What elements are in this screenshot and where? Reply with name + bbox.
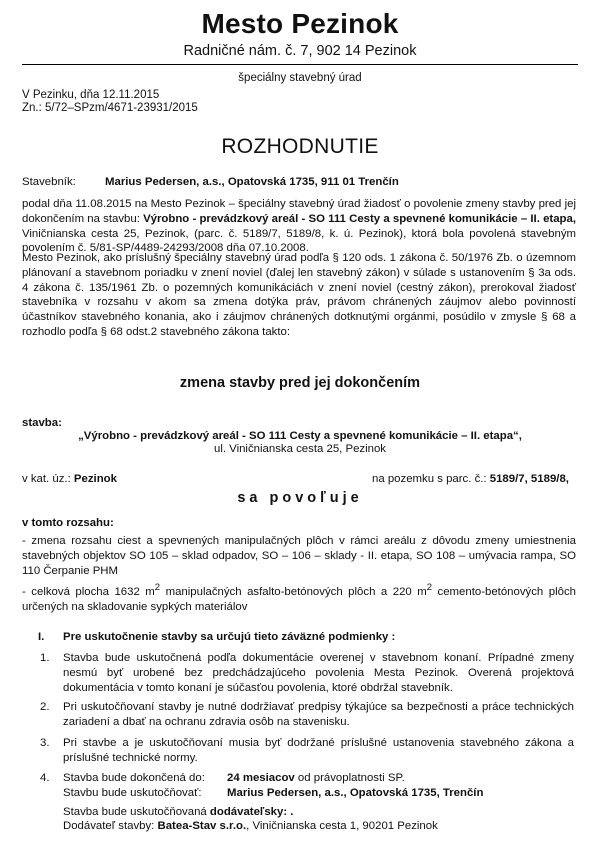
cadastral-label: v kat. úz.: [22,473,74,485]
scope-label: v tomto rozsahu: [22,517,114,529]
application-paragraph [22,197,576,256]
delivery-mode-value: dodávateľsky: . [209,806,294,818]
completion-rest: od právoplatnosti SP. [294,772,405,784]
cadastral-value: Pezinok [73,473,117,485]
supplier-name: Batea-Stav s.r.o. [157,820,247,832]
condition-item [40,771,574,801]
cadastral-area [22,472,117,487]
completion-value-wrap [227,771,405,786]
scope-item-2-c: cemento-betónových plôch určených na skladovanie sypkých materiálov [22,585,576,613]
condition-number: 2. [40,701,50,713]
scope-item-2-sup1: 2 [154,582,161,593]
builder-line [22,175,399,190]
application-text-post: Viničnianska cesta 25, Pezinok, (parc. č. 5189/7, 5189/8, k. ú. Pezinok), ktorá bola povolená stavebným povolením č. 5/81-SP/4489-24293/2008 dňa 07.10.2008. [22,227,576,255]
condition-number: 3. [40,737,50,749]
scope-item-2 [22,582,576,614]
completion-value: 24 mesiacov [227,772,295,784]
scope-item-2-a: - celková plocha 1632 m [22,585,155,598]
stavba-address: ul. Viničnianska cesta 25, Pezinok [213,443,387,455]
permit-heading: sa povoľuje [237,490,363,506]
completion-row [63,771,574,786]
condition-text: Pri stavbe a je uskutočňovaní musia byť dodržané príslušné ustanovenia stavebného zákona a príslušné technické normy. [63,737,574,764]
supplier-line [63,819,438,834]
dateline: V Pezinku, dňa 12.11.2015 [22,89,160,101]
condition-text [63,771,574,801]
document-title: ROZHODNUTIE [221,135,379,158]
scope-item-2-b: manipulačných asfalto-betónových plôch a 220 m [160,585,427,598]
supplier-address: , Viničnianska cesta 1, 90201 Pezinok [246,820,438,832]
condition-item [40,651,574,695]
builder-value: Marius Pedersen, a.s., Opatovská 1735, 911 01 Trenčín [105,176,399,188]
condition-item [40,736,574,766]
change-heading: zmena stavby pred jej dokončením [179,375,421,391]
contractor-row [63,786,574,801]
condition-text: Pri uskutočňovaní stavby je nutné dodržiavať predpisy týkajúce sa bezpečnosti a práce technických zariadení a dbať na ochranu zdravia osôb na stavenisku. [63,701,574,728]
completion-label: Stavba bude dokončená do: [63,772,205,784]
application-project-name: Výrobno - prevádzkový areál - SO 111 Cesty a spevnené komunikácie – II. etapa, [143,212,576,225]
issuer-address: Radničné nám. č. 7, 902 14 Pezinok [183,43,417,59]
conditions-title: Pre uskutočnenie stavby sa určujú tieto záväzné podmienky : [63,631,396,643]
delivery-mode-line [63,805,293,820]
scope-item-2-sup2: 2 [426,582,433,593]
issuer-title: Mesto Pezinok [201,8,399,39]
conditions-number: I. [38,631,45,643]
application-text-pre: podal dňa 11.08.2015 na Mesto Pezinok – špeciálny stavebný úrad žiadosť o povolenie zmeny stavby pred jej dokončením na stavbu: [22,198,576,225]
header-divider [22,64,578,65]
parcel-numbers [372,472,569,487]
supplier-label: Dodávateľ stavby: [63,820,158,832]
scope-item-1: - zmena rozsahu ciest a spevnených manipulačných plôch v rámci areálu z dôvodu zmeny umiestnenia stavebných objektov SO 105 – sklad odpadov, SO – 106 – sklady - II. etapa, SO 108 – umývacia rampa, SO 110 Čerpanie PHM [22,535,576,577]
condition-number: 1. [40,652,50,664]
condition-number: 4. [40,772,50,784]
delivery-mode-label: Stavba bude uskutočňovaná [63,806,210,818]
department-line: špeciálny stavebný úrad [238,72,362,84]
parcel-value: 5189/7, 5189/8, [489,473,569,485]
contractor-value: Marius Pedersen, a.s., Opatovská 1735, Trenčín [227,786,484,799]
stavba-label: stavba: [22,417,62,429]
builder-label: Stavebník: [22,176,76,188]
conditions-heading [38,630,395,645]
file-number: Zn.: 5/72–SPzm/4671-23931/2015 [22,102,198,114]
stavba-name: „Výrobno - prevádzkový areál - SO 111 Cesty a spevnené komunikácie – II. etapa“, [78,430,522,442]
condition-item [40,700,574,730]
parcel-label: na pozemku s parc. č.: [372,473,490,485]
legal-basis-paragraph: Mesto Pezinok, ako príslušný špeciálny stavebný úrad podľa § 120 ods. 1 zákona č. 50/1976 Zb. o územnom plánovaní a stavebnom poriadku v znení noviel (ďalej len stavebný zákon) v súlade s ustanovením § 3a ods. 4 zákona č. 135/1961 Zb. o pozemných komunikáciách v znení noviel (cestný zákon), prerokoval žiadosť stavebníka v rozsahu v akom sa zmena dotýka práv, právom chránených záujmov alebo povinností účastníkov stavebného konania, ako i záujmov chránených dotknutými orgánmi, posúdilo v zmysle § 68 a rozhodlo podľa § 68 odst.2 stavebného zákona takto: [22,252,576,339]
contractor-label: Stavbu bude uskutočňovať: [63,786,202,799]
condition-text: Stavba bude uskutočnená podľa dokumentácie overenej v stavebnom konaní. Prípadné zmeny nesmú byť urobené bez predchádzajúceho povolenia Mesta Pezinok. Overená projektová dokumentácia v tomto konaní je súčasťou povolenia, ktoré obdržal stavebník. [63,652,574,694]
